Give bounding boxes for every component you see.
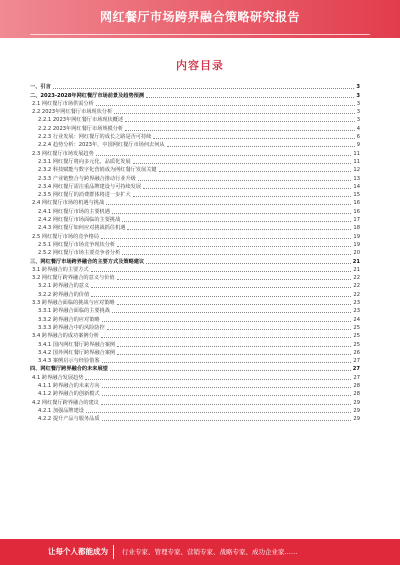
toc-entry-text: 3.4.1 国内网红餐厅跨界融合案例 xyxy=(38,341,116,348)
toc-leader-dots xyxy=(125,121,355,122)
toc-leader-dots xyxy=(138,180,352,181)
toc-entry-page: 25 xyxy=(353,341,360,348)
toc-entry-text: 3.4.2 国外网红餐厅跨界融合案例 xyxy=(38,349,116,356)
toc-entry-text: 2.4.1 网红餐厅市场的主要机遇 xyxy=(38,208,110,215)
toc-entry-page: 15 xyxy=(353,192,360,199)
toc-entry-page: 3 xyxy=(356,84,360,91)
toc-entry[interactable] xyxy=(30,314,360,322)
toc-entry-text: 2.1 网红餐厅市场供需分析 xyxy=(32,100,94,107)
toc-leader-dots xyxy=(122,254,351,255)
toc-entry-text: 2.4 网红餐厅市场的机遇与挑战 xyxy=(32,200,105,207)
toc-entry-page: 9 xyxy=(356,142,360,149)
toc-entry-text: 四、网红餐厅跨界融合的未来展望 xyxy=(30,366,108,373)
toc-leader-dots xyxy=(117,354,351,355)
toc-entry[interactable] xyxy=(30,331,360,339)
toc-entry-page: 18 xyxy=(353,225,360,232)
toc-entry[interactable] xyxy=(30,157,360,165)
report-header xyxy=(0,0,400,38)
toc-entry[interactable] xyxy=(30,389,360,397)
toc-leader-dots xyxy=(101,337,351,338)
toc-entry-text: 3.2.1 跨界融合的意义 xyxy=(38,283,90,290)
toc-entry-text: 2.3.4 网红餐厅需注重品牌建设与可持续发展 xyxy=(38,183,142,190)
toc-entry-text: 3.4.3 案例启示与经验借鉴 xyxy=(38,358,100,365)
toc-leader-dots xyxy=(91,296,351,297)
toc-entry[interactable] xyxy=(30,115,360,123)
toc-entry-text: 2.5 网红餐厅市场的竞争格局 xyxy=(32,233,99,240)
toc-entry-page: 26 xyxy=(353,349,360,356)
toc-entry[interactable] xyxy=(30,231,360,239)
toc-leader-dots xyxy=(133,163,352,164)
toc-entry-page: 19 xyxy=(353,241,360,248)
toc-entry-text: 4.2.1 加强品牌建设 xyxy=(38,407,84,414)
toc-entry-text: 3.3 跨界融合面临的挑战与应对策略 xyxy=(32,300,115,307)
toc-entry[interactable] xyxy=(30,206,360,214)
toc-entry-text: 3.3.1 跨界融合面临的主要挑战 xyxy=(38,308,110,315)
toc-leader-dots xyxy=(91,271,352,272)
toc-leader-dots xyxy=(117,304,352,305)
toc-entry-page: 21 xyxy=(353,266,360,273)
toc-entry-text: 4.1.2 跨界融合的创新模式 xyxy=(38,391,100,398)
toc-leader-dots xyxy=(117,279,352,280)
toc-entry[interactable] xyxy=(30,256,360,264)
toc-entry-text: 4.1 跨界融合发展趋势 xyxy=(32,374,84,381)
toc-entry-page: 23 xyxy=(353,308,360,315)
toc-leader-dots xyxy=(146,97,354,98)
toc-entry-text: 2.3.5 网红餐厅的消费群体将进一步扩大 xyxy=(38,192,131,199)
toc-entry-page: 3 xyxy=(356,92,360,99)
footer-roles: 行业专家、管理专家、营销专家、战略专家、成功企业家…… xyxy=(122,548,298,556)
toc-entry-text: 三、网红餐厅市场跨界融合的主要方式及策略建议 xyxy=(30,258,145,265)
toc-entry-page: 27 xyxy=(353,374,360,381)
report-title: 网红餐厅市场跨界融合策略研究报告 xyxy=(99,10,300,24)
toc-entry[interactable] xyxy=(30,190,360,198)
toc-entry[interactable] xyxy=(30,99,360,107)
toc-leader-dots xyxy=(102,387,352,388)
toc-leader-dots xyxy=(102,420,352,421)
toc-entry[interactable] xyxy=(30,148,360,156)
toc-entry-text: 4.2.2 提升产品与服务品质 xyxy=(38,416,100,423)
toc-leader-dots xyxy=(112,213,351,214)
toc-entry-page: 17 xyxy=(353,217,360,224)
toc-entry[interactable] xyxy=(30,298,360,306)
toc-entry-text: 2.4.2 网红餐厅市场面临的主要挑战 xyxy=(38,217,121,224)
toc-entry-page: 14 xyxy=(353,183,360,190)
toc-entry[interactable] xyxy=(30,198,360,206)
toc-entry-text: 4.2 网红餐厅跨界融合的建议 xyxy=(32,399,99,406)
toc-entry[interactable] xyxy=(30,372,360,380)
toc-entry[interactable] xyxy=(30,364,360,372)
toc-entry-text: 2.3.2 科技赋能与数字化营销成为网红餐厅发展关键 xyxy=(38,167,157,174)
toc-entry-text: 二、2023-2028年网红餐厅市场前景及趋势预测 xyxy=(30,92,145,99)
toc-entry[interactable] xyxy=(30,132,360,140)
toc-entry[interactable] xyxy=(30,306,360,314)
toc-entry[interactable] xyxy=(30,281,360,289)
toc-leader-dots xyxy=(86,412,351,413)
toc-entry-page: 22 xyxy=(353,291,360,298)
toc-leader-dots xyxy=(91,287,351,288)
toc-entry-page: 29 xyxy=(353,416,360,423)
toc-entry-page: 3 xyxy=(356,117,360,124)
toc-entry-text: 2.3.1 网红餐厅将向多元化、品质化发展 xyxy=(38,158,131,165)
toc-entry-page: 20 xyxy=(353,250,360,257)
footer-slogan: 让每个人都能成为 xyxy=(48,547,108,556)
toc-entry-text: 4.1.1 跨界融合的未来方向 xyxy=(38,382,100,389)
toc-leader-dots xyxy=(153,138,354,139)
toc-entry[interactable] xyxy=(30,107,360,115)
toc-entry-page: 13 xyxy=(353,175,360,182)
toc-entry[interactable] xyxy=(30,414,360,422)
toc-entry-page: 11 xyxy=(353,158,360,165)
toc-leader-dots xyxy=(102,395,352,396)
toc-entry[interactable] xyxy=(30,215,360,223)
toc-leader-dots xyxy=(122,221,351,222)
header-divider xyxy=(30,34,370,35)
toc-entry-page: 6 xyxy=(356,134,360,141)
toc-entry-page: 3 xyxy=(356,109,360,116)
toc-entry-page: 16 xyxy=(353,208,360,215)
toc-entry-page: 23 xyxy=(353,300,360,307)
toc-leader-dots xyxy=(106,204,351,205)
toc-entry-text: 3.3.3 跨界融合中的风险防控 xyxy=(38,324,105,331)
toc-entry-page: 21 xyxy=(352,258,360,265)
toc-entry-page: 19 xyxy=(353,233,360,240)
toc-entry-text: 2.2.3 行业发展：网红餐厅的成长之路是否可持续 xyxy=(38,134,152,141)
toc-entry-text: 2.2.4 趋势分析：2023年，中国网红餐厅市场何去何从 xyxy=(38,142,165,149)
toc-entry-text: 2.3.3 产业链整合与跨界融合推动行业升级 xyxy=(38,175,136,182)
toc-entry-page: 4 xyxy=(356,125,360,132)
toc-entry-page: 25 xyxy=(353,324,360,331)
toc-entry-text: 2.2 2023年网红餐厅市场现状分析 xyxy=(32,109,113,116)
toc-entry-text: 2.4.3 网红餐厅如何应对挑战抓住机遇 xyxy=(38,225,126,232)
toc-entry[interactable] xyxy=(30,90,360,98)
toc-entry-page: 22 xyxy=(353,283,360,290)
toc-entry-page: 22 xyxy=(353,275,360,282)
toc-leader-dots xyxy=(107,329,352,330)
toc-entry[interactable] xyxy=(30,165,360,173)
toc-leader-dots xyxy=(101,404,351,405)
toc-entry-page: 28 xyxy=(353,382,360,389)
toc-entry-text: 2.3 网红餐厅市场发展趋势 xyxy=(32,150,94,157)
toc-leader-dots xyxy=(110,370,351,371)
toc-entry-text: 2.2.2 2023年网红餐厅市场规模分析 xyxy=(38,125,124,132)
toc-entry[interactable] xyxy=(30,348,360,356)
toc-entry-page: 28 xyxy=(353,391,360,398)
footer-banner xyxy=(0,539,400,565)
toc-entry[interactable] xyxy=(30,140,360,148)
toc-entry-text: 2.5.1 网红餐厅市场竞争现状分析 xyxy=(38,241,116,248)
toc-entry[interactable] xyxy=(30,82,360,90)
toc-entry[interactable] xyxy=(30,289,360,297)
toc-leader-dots xyxy=(53,88,355,89)
toc-entry-page: 25 xyxy=(353,333,360,340)
toc-entry-text: 一、引言 xyxy=(30,84,51,91)
toc-entry[interactable] xyxy=(30,406,360,414)
toc-leader-dots xyxy=(146,263,351,264)
toc-entry[interactable] xyxy=(30,273,360,281)
toc-entry-text: 3.2 网红餐厅跨界融合的意义与价值 xyxy=(32,275,115,282)
toc-heading: 内容目录 xyxy=(176,59,224,72)
toc-leader-dots xyxy=(102,321,352,322)
toc-leader-dots xyxy=(112,312,351,313)
toc-entry-text: 2.2.1 2023年网红餐厅市场现状概述 xyxy=(38,117,124,124)
toc-entry-page: 3 xyxy=(356,100,360,107)
toc-entry[interactable] xyxy=(30,265,360,273)
footer-divider xyxy=(113,545,114,559)
toc-entry-text: 3.4 跨界融合的成功案例分析 xyxy=(32,333,99,340)
toc-entry-page: 27 xyxy=(352,366,360,373)
toc-entry[interactable] xyxy=(30,339,360,347)
toc-leader-dots xyxy=(96,155,352,156)
table-of-contents xyxy=(30,82,360,422)
toc-leader-dots xyxy=(101,238,351,239)
toc-entry[interactable] xyxy=(30,182,360,190)
toc-entry-text: 3.2.2 跨界融合的价值 xyxy=(38,291,90,298)
toc-entry[interactable] xyxy=(30,381,360,389)
toc-leader-dots xyxy=(102,362,352,363)
toc-entry-page: 11 xyxy=(353,150,360,157)
toc-entry[interactable] xyxy=(30,248,360,256)
toc-leader-dots xyxy=(117,346,351,347)
toc-leader-dots xyxy=(114,113,355,114)
toc-entry-page: 27 xyxy=(353,358,360,365)
toc-entry-page: 29 xyxy=(353,399,360,406)
toc-entry[interactable] xyxy=(30,356,360,364)
toc-entry[interactable] xyxy=(30,223,360,231)
toc-entry-page: 16 xyxy=(353,200,360,207)
toc-leader-dots xyxy=(167,146,355,147)
toc-leader-dots xyxy=(117,246,351,247)
toc-leader-dots xyxy=(133,196,352,197)
toc-entry-text: 2.5.2 网红餐厅市场主要竞争者分析 xyxy=(38,250,121,257)
toc-leader-dots xyxy=(125,130,355,131)
toc-entry[interactable] xyxy=(30,323,360,331)
toc-entry-page: 12 xyxy=(353,167,360,174)
toc-leader-dots xyxy=(143,188,351,189)
toc-leader-dots xyxy=(159,171,352,172)
toc-entry-page: 24 xyxy=(353,316,360,323)
toc-entry[interactable] xyxy=(30,123,360,131)
toc-entry-text: 3.3.2 跨界融合的应对策略 xyxy=(38,316,100,323)
toc-entry[interactable] xyxy=(30,397,360,405)
toc-entry[interactable] xyxy=(30,173,360,181)
toc-entry[interactable] xyxy=(30,240,360,248)
toc-leader-dots xyxy=(96,105,355,106)
toc-leader-dots xyxy=(127,229,351,230)
toc-entry-page: 29 xyxy=(353,407,360,414)
toc-leader-dots xyxy=(85,379,351,380)
toc-entry-text: 3.1 跨界融合的主要方式 xyxy=(32,266,89,273)
